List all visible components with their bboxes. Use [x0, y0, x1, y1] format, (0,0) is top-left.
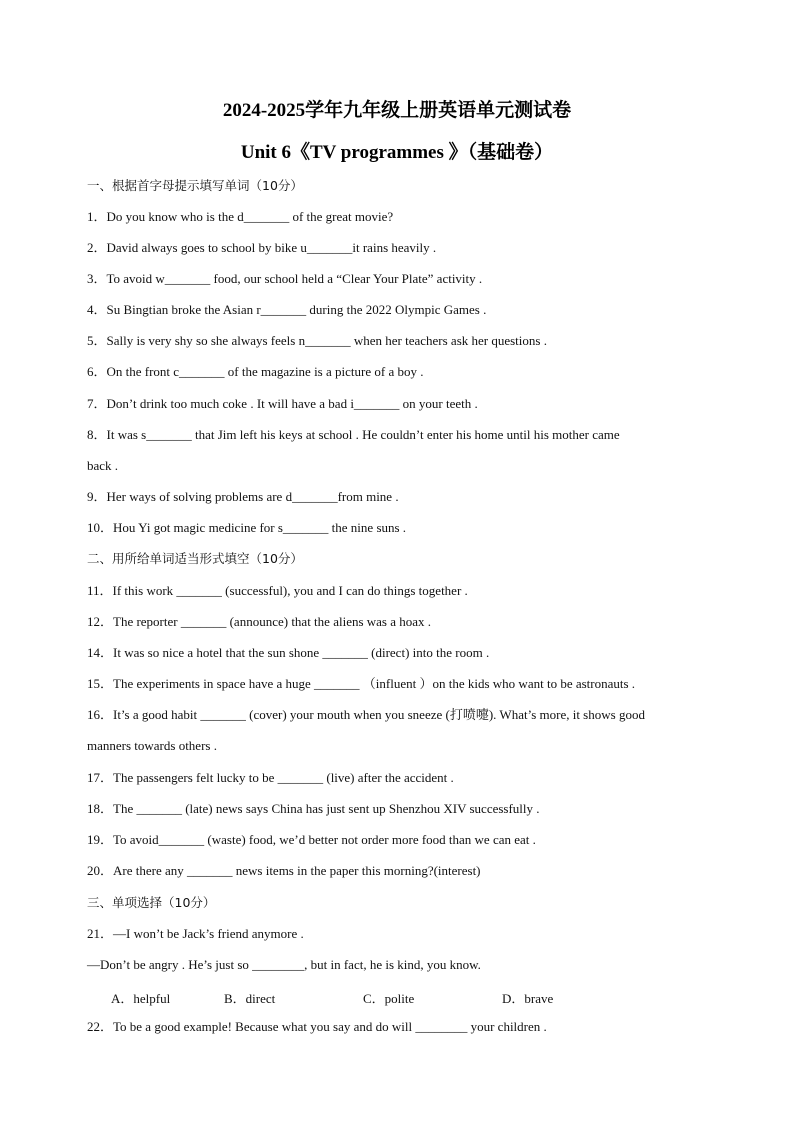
- question-5: 5．Sally is very shy so she always feels n_______ when her teachers ask her questions .: [87, 333, 547, 348]
- question-17: 17．The passengers felt lucky to be _______ (live) after the accident .: [87, 770, 454, 785]
- question-6: 6．On the front c_______ of the magazine is a picture of a boy .: [87, 364, 424, 379]
- question-19: 19．To avoid_______ (waste) food, we’d better not order more food than we can eat .: [87, 832, 536, 847]
- question-21-continued: —Don’t be angry . He’s just so ________, but in fact, he is kind, you know.: [87, 957, 481, 972]
- question-8-continued: back .: [87, 458, 119, 473]
- question-10: 10．Hou Yi got magic medicine for s_______ the nine suns .: [87, 520, 407, 535]
- option-c: C．polite: [363, 991, 415, 1006]
- question-16-continued: manners towards others .: [87, 738, 217, 753]
- question-14: 14．It was so nice a hotel that the sun shone _______ (direct) into the room .: [87, 645, 490, 660]
- question-1: 1．Do you know who is the d_______ of the great movie?: [87, 209, 394, 224]
- exam-subtitle: Unit 6《TV programmes 》（基础卷）: [240, 142, 554, 163]
- option-b: B．direct: [224, 991, 276, 1006]
- question-11: 11．If this work _______ (successful), you and I can do things together .: [87, 583, 468, 598]
- question-8: 8．It was s_______ that Jim left his keys at school . He couldn’t enter his home until his mother came: [87, 427, 620, 442]
- question-9: 9．Her ways of solving problems are d_______from mine .: [87, 489, 399, 504]
- exam-title: 2024-2025学年九年级上册英语单元测试卷: [222, 100, 572, 121]
- question-20: 20．Are there any _______ news items in the paper this morning?(interest): [87, 863, 481, 878]
- section-heading-3: 三、单项选择（10分）: [87, 895, 216, 910]
- option-a: A．helpful: [111, 991, 171, 1006]
- section-heading-2: 二、用所给单词适当形式填空（10分）: [87, 551, 303, 566]
- question-4: 4．Su Bingtian broke the Asian r_______ during the 2022 Olympic Games .: [87, 302, 487, 317]
- question-16: 16．It’s a good habit _______ (cover) your mouth when you sneeze (打喷嚏). What’s more, it shows good: [87, 707, 645, 722]
- question-12: 12．The reporter _______ (announce) that the aliens was a hoax .: [87, 614, 432, 629]
- question-21: 21．—I won’t be Jack’s friend anymore .: [87, 926, 304, 941]
- option-d: D．brave: [502, 991, 554, 1006]
- question-7: 7．Don’t drink too much coke . It will have a bad i_______ on your teeth .: [87, 396, 478, 411]
- question-2: 2．David always goes to school by bike u_______it rains heavily .: [87, 240, 437, 255]
- section-heading-1: 一、根据首字母提示填写单词（10分）: [87, 178, 303, 193]
- question-18: 18．The _______ (late) news says China has just sent up Shenzhou XIV successfully .: [87, 801, 540, 816]
- question-3: 3．To avoid w_______ food, our school held a “Clear Your Plate” activity .: [87, 271, 483, 286]
- question-15: 15．The experiments in space have a huge _______ （influent ）on the kids who want to be astronauts .: [87, 676, 636, 691]
- question-22: 22．To be a good example! Because what you say and do will ________ your children .: [87, 1019, 547, 1034]
